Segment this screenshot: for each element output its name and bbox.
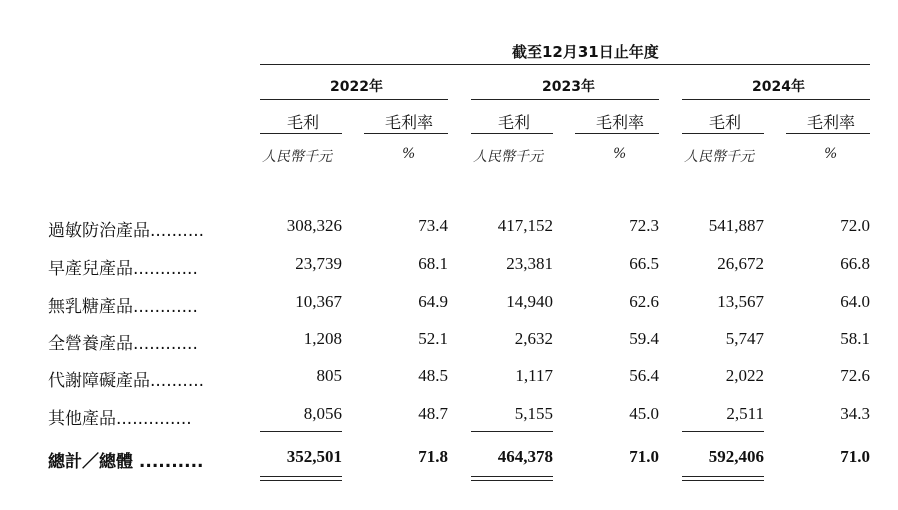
year-2023: 2023年 <box>542 79 595 95</box>
col-rule <box>786 133 870 134</box>
table-row-profit-2024: 2,511 <box>726 404 764 423</box>
total-double-rule-2023 <box>471 476 553 477</box>
subtotal-rule-2022 <box>260 431 342 432</box>
table-row-label: 全營養產品............ <box>48 334 198 354</box>
table-row-margin-2024: 66.8 <box>840 254 870 273</box>
table-row-profit-2022: 23,739 <box>295 254 342 273</box>
table-row-margin-2023: 56.4 <box>629 366 659 385</box>
table-row-profit-2023: 14,940 <box>506 292 553 311</box>
col-margin-2022: 毛利率 <box>385 113 434 132</box>
table-row-profit-2022: 10,367 <box>295 292 342 311</box>
table-row-margin-2022: 48.7 <box>418 404 448 423</box>
table-row-margin-2023: 72.3 <box>629 216 659 235</box>
total-double-rule-2024 <box>682 476 764 477</box>
table-row-margin-2022: 48.5 <box>418 366 448 385</box>
subtotal-rule-2024 <box>682 431 764 432</box>
total-double-rule-2024 <box>682 480 764 481</box>
col-rule <box>682 133 764 134</box>
table-row-margin-2022: 68.1 <box>418 254 448 273</box>
table-row-profit-2022: 1,208 <box>303 329 342 348</box>
table-row-margin-2023: 62.6 <box>629 292 659 311</box>
col-profit-2023: 毛利 <box>498 113 531 132</box>
unit-profit-2022: 人民幣千元 <box>262 149 332 165</box>
table-row-margin-2022: 73.4 <box>418 216 448 235</box>
table-row-profit-2023: 2,632 <box>514 329 553 348</box>
total-row-label: 總計／總體 .......... <box>48 452 204 472</box>
col-margin-2023: 毛利率 <box>596 113 645 132</box>
total-row-margin-2024: 71.0 <box>840 447 870 466</box>
subtotal-rule-2023 <box>471 431 553 432</box>
col-profit-2024: 毛利 <box>709 113 742 132</box>
col-profit-2022: 毛利 <box>287 113 320 132</box>
col-rule <box>260 133 342 134</box>
table-row-label: 其他產品.............. <box>48 409 192 429</box>
table-row-margin-2024: 72.6 <box>840 366 870 385</box>
table-row-profit-2024: 13,567 <box>717 292 764 311</box>
table-row-profit-2022: 805 <box>316 366 342 385</box>
header-rule <box>260 64 870 65</box>
table-row-margin-2024: 58.1 <box>840 329 870 348</box>
table-row-profit-2022: 308,326 <box>286 216 342 235</box>
unit-margin-2023: % <box>613 146 627 162</box>
table-row-label: 無乳糖產品............ <box>48 297 198 317</box>
table-row-profit-2024: 2,022 <box>725 366 764 385</box>
table-row-margin-2023: 45.0 <box>629 404 659 423</box>
table-row-label: 過敏防治產品.......... <box>48 221 205 241</box>
table-row-label: 早產兒產品............ <box>48 259 198 279</box>
year-2022: 2022年 <box>330 79 383 95</box>
unit-margin-2022: % <box>402 146 416 162</box>
total-double-rule-2022 <box>260 480 342 481</box>
col-rule <box>364 133 448 134</box>
table-row-profit-2024: 5,747 <box>725 329 764 348</box>
table-row-profit-2024: 26,672 <box>717 254 764 273</box>
table-row-label: 代謝障礙產品.......... <box>48 371 205 391</box>
total-row-profit-2023: 464,378 <box>497 447 553 466</box>
total-double-rule-2022 <box>260 476 342 477</box>
table-row-margin-2022: 52.1 <box>418 329 448 348</box>
table-row-profit-2023: 5,155 <box>514 404 553 423</box>
table-row-profit-2023: 417,152 <box>497 216 553 235</box>
total-row-margin-2022: 71.8 <box>418 447 448 466</box>
table-header-title: 截至12月31日止年度 <box>512 43 659 61</box>
unit-profit-2023: 人民幣千元 <box>473 149 543 165</box>
table-row-margin-2024: 72.0 <box>840 216 870 235</box>
year-rule-2022 <box>260 99 448 100</box>
year-rule-2023 <box>471 99 659 100</box>
col-rule <box>575 133 659 134</box>
total-row-profit-2024: 592,406 <box>708 447 764 466</box>
table-row-margin-2022: 64.9 <box>418 292 448 311</box>
year-rule-2024 <box>682 99 870 100</box>
total-row-profit-2022: 352,501 <box>286 447 342 466</box>
table-row-margin-2024: 34.3 <box>840 404 870 423</box>
table-row-margin-2023: 59.4 <box>629 329 659 348</box>
table-row-margin-2024: 64.0 <box>840 292 870 311</box>
table-row-margin-2023: 66.5 <box>629 254 659 273</box>
total-double-rule-2023 <box>471 480 553 481</box>
total-row-margin-2023: 71.0 <box>629 447 659 466</box>
table-row-profit-2022: 8,056 <box>303 404 342 423</box>
year-2024: 2024年 <box>752 79 805 95</box>
table-row-profit-2023: 1,117 <box>515 366 553 385</box>
unit-profit-2024: 人民幣千元 <box>684 149 754 165</box>
table-row-profit-2023: 23,381 <box>506 254 553 273</box>
col-rule <box>471 133 553 134</box>
unit-margin-2024: % <box>824 146 838 162</box>
col-margin-2024: 毛利率 <box>807 113 856 132</box>
table-row-profit-2024: 541,887 <box>708 216 764 235</box>
